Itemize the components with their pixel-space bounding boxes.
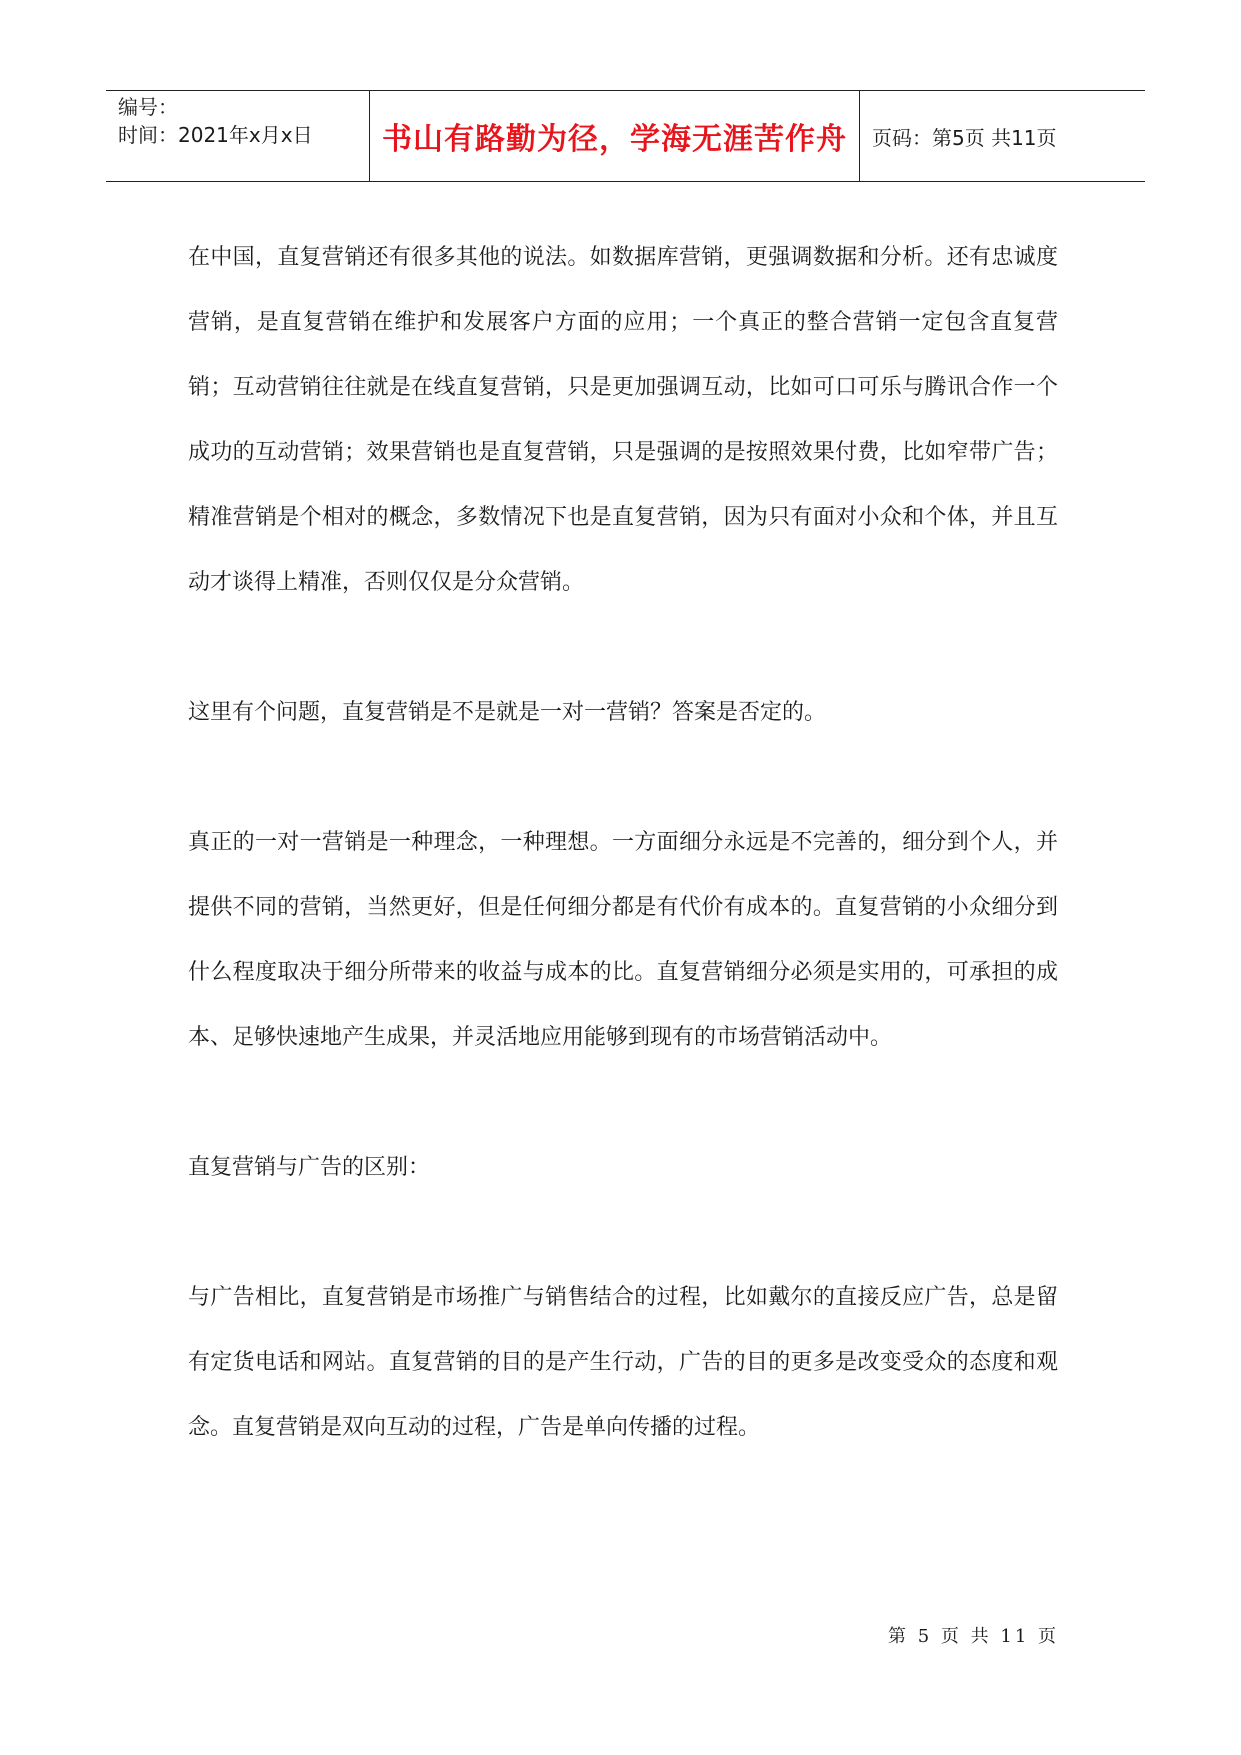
- header-motto: 书山有路勤为径，学海无涯苦作舟: [370, 91, 860, 181]
- document-time-label: 时间：2021年x月x日: [118, 123, 313, 147]
- paragraph: 真正的一对一营销是一种理念，一种理想。一方面细分永远是不完善的，细分到个人，并提供不同的营销，当然更好，但是任何细分都是有代价有成本的。直复营销的小众细分到什么程度取决于细分所带来的收益与成本的比。直复营销细分必须是实用的，可承担的成本、足够快速地产生成果，并灵活地应用能够到现有的市场营销活动中。: [188, 830, 1058, 1050]
- header-meta: [106, 91, 370, 181]
- paragraph: 这里有个问题，直复营销是不是就是一对一营销？答案是否定的。: [188, 700, 827, 725]
- document-number-label: 编号：: [118, 95, 178, 119]
- document-body: [188, 225, 1058, 1525]
- page-footer: 第 5 页 共 11 页: [888, 1626, 1059, 1647]
- header-page-info: 页码：第5页 共11页: [872, 125, 1057, 150]
- page-header: [106, 90, 1145, 182]
- paragraph: 在中国，直复营销还有很多其他的说法。如数据库营销，更强调数据和分析。还有忠诚度营销，是直复营销在维护和发展客户方面的应用；一个真正的整合营销一定包含直复营销；互动营销往往就是在线直复营销，只是更加强调互动，比如可口可乐与腾讯合作一个成功的互动营销；效果营销也是直复营销，只是强调的是按照效果付费，比如窄带广告；精准营销是个相对的概念，多数情况下也是直复营销，因为只有面对小众和个体，并且互动才谈得上精准，否则仅仅是分众营销。: [188, 245, 1058, 595]
- paragraph: 直复营销与广告的区别：: [188, 1155, 431, 1180]
- paragraph: 与广告相比，直复营销是市场推广与销售结合的过程，比如戴尔的直接反应广告，总是留有定货电话和网站。直复营销的目的是产生行动，广告的目的更多是改变受众的态度和观念。直复营销是双向互动的过程，广告是单向传播的过程。: [188, 1285, 1058, 1440]
